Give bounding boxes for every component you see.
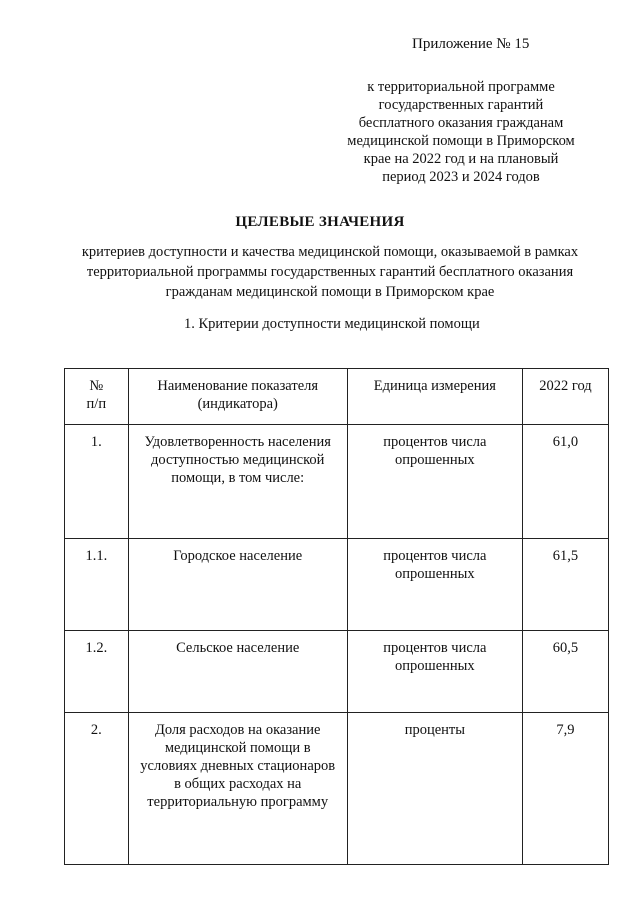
cell-unit	[347, 539, 522, 631]
document-subtitle	[40, 242, 620, 302]
cell-unit-line: процентов числа	[383, 434, 487, 450]
cell-name-line: Сельское население	[176, 640, 300, 656]
section-heading: 1. Критерии доступности медицинской помощи	[184, 316, 480, 332]
table-row	[65, 539, 609, 631]
cell-num: 1.1.	[65, 539, 129, 631]
cell-num: 1.	[65, 425, 129, 539]
header-name-line: (индикатора)	[197, 396, 278, 412]
cell-unit	[347, 425, 522, 539]
table-header-row	[65, 369, 609, 425]
cell-name-line: Удовлетворенность населения	[144, 434, 331, 450]
cell-name	[128, 425, 347, 539]
subtitle-line: территориальной программы государственных гарантий бесплатного оказания	[86, 264, 574, 280]
cell-num: 2.	[65, 713, 129, 865]
cell-unit-line: процентов числа	[383, 640, 487, 656]
document-title: ЦЕЛЕВЫЕ ЗНАЧЕНИЯ	[235, 214, 405, 230]
cell-value: 61,0	[522, 425, 608, 539]
reference-line: период 2023 и 2024 годов	[382, 169, 540, 185]
cell-unit-line: опрошенных	[395, 658, 475, 674]
cell-unit-line: процентов числа	[383, 548, 487, 564]
reference-line: крае на 2022 год и на плановый	[363, 151, 559, 167]
cell-name-line: Доля расходов на оказание	[154, 722, 321, 738]
table-row	[65, 713, 609, 865]
cell-unit	[347, 713, 522, 865]
table-row	[65, 425, 609, 539]
cell-value: 7,9	[522, 713, 608, 865]
appendix-number: Приложение № 15	[412, 36, 530, 52]
cell-unit-line: опрошенных	[395, 452, 475, 468]
reference-line: государственных гарантий	[378, 97, 544, 113]
cell-name-line: в общих расходах на	[174, 776, 302, 792]
cell-name-line: Городское население	[173, 548, 303, 564]
cell-name-line: условиях дневных стационаров	[140, 758, 336, 774]
appendix-reference	[330, 78, 592, 186]
table-row	[65, 631, 609, 713]
cell-value: 60,5	[522, 631, 608, 713]
cell-name	[128, 713, 347, 865]
cell-unit-line: проценты	[404, 722, 465, 738]
reference-line: медицинской помощи в Приморском	[347, 133, 575, 149]
header-name-line: Наименование показателя	[157, 378, 319, 394]
subtitle-line: критериев доступности и качества медицинской помощи, оказываемой в рамках	[81, 244, 579, 260]
header-num-line: п/п	[86, 396, 107, 412]
cell-name-line: медицинской помощи в	[164, 740, 311, 756]
cell-num: 1.2.	[65, 631, 129, 713]
criteria-table	[64, 368, 609, 865]
reference-line: к территориальной программе	[367, 79, 555, 95]
header-cell-unit: Единица измерения	[347, 369, 522, 425]
cell-name	[128, 539, 347, 631]
cell-name-line: территориальную программу	[147, 794, 329, 810]
cell-value: 61,5	[522, 539, 608, 631]
reference-line: бесплатного оказания гражданам	[358, 115, 564, 131]
cell-unit	[347, 631, 522, 713]
cell-name-line: помощи, в том числе:	[171, 470, 305, 486]
subtitle-line: гражданам медицинской помощи в Приморском крае	[165, 284, 495, 300]
cell-unit-line: опрошенных	[395, 566, 475, 582]
cell-name-line: доступностью медицинской	[151, 452, 325, 468]
header-cell-num	[65, 369, 129, 425]
header-cell-name	[128, 369, 347, 425]
header-cell-year: 2022 год	[522, 369, 608, 425]
header-num-line: №	[89, 378, 104, 394]
cell-name	[128, 631, 347, 713]
